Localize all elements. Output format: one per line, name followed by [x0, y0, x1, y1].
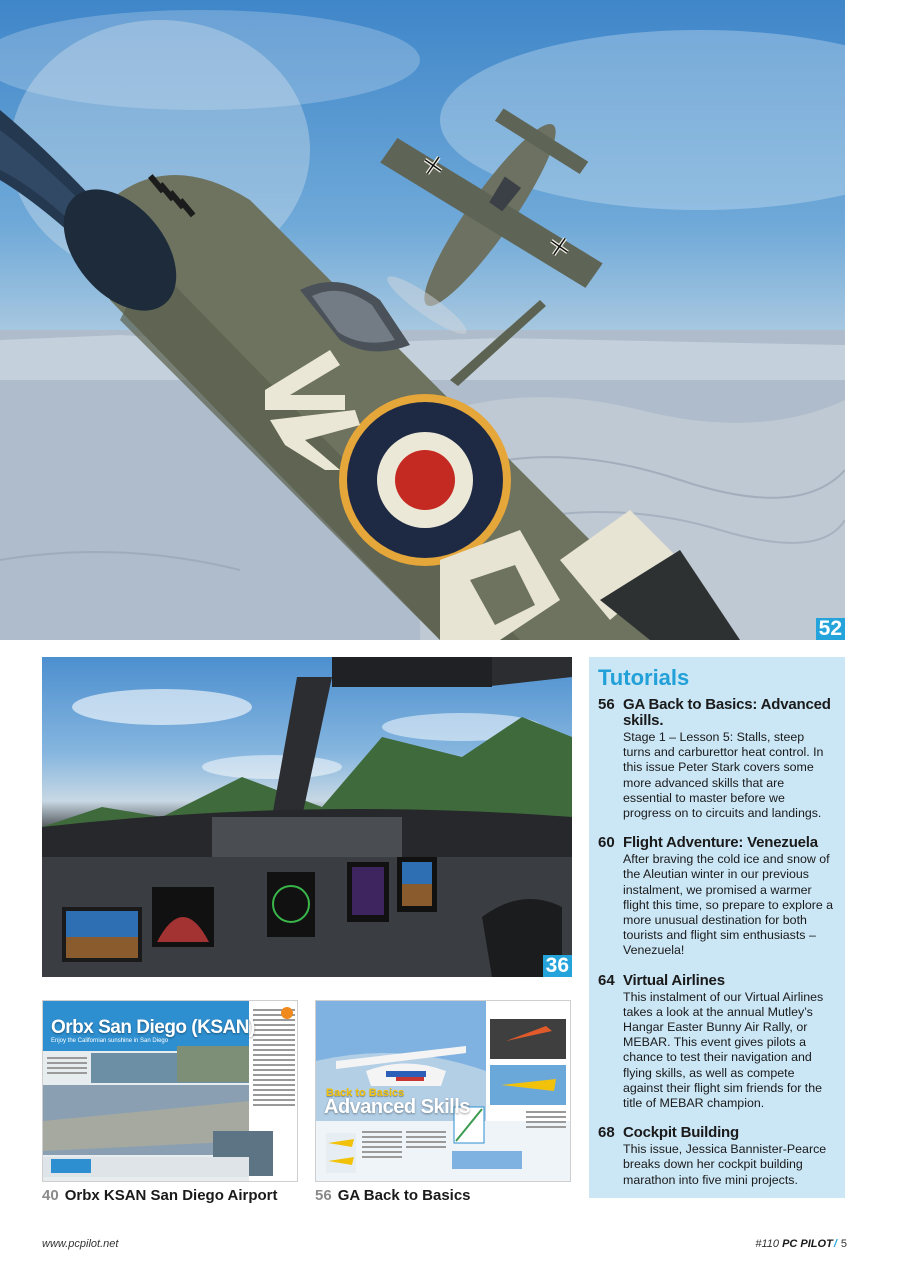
tutorial-title: Virtual Airlines [623, 971, 725, 989]
caption-page-number: 40 [42, 1187, 59, 1204]
tutorial-entry[interactable] [598, 697, 835, 821]
tutorial-description: Stage 1 – Lesson 5: Stalls, steep turns and carburettor heat control. In this issue Peter Stark covers some more advanced skills that are essential to master before we progress on to circuits and landings. [623, 730, 824, 821]
page-number: 5 [840, 1238, 847, 1250]
tutorial-description: After braving the cold ice and snow of the Aleutian winter in our previous instalment, we promised a warmer flight this time, so prepare to explore a more unusual destination for both tourists and flight sim enthusiasts – Venezuela! [623, 852, 834, 958]
tutorial-description: This instalment of our Virtual Airlines takes a look at the annual Mutley’s Hangar Easter Bunny Air Rally, or MEBAR. This event gives pilots a chance to test their navigation and flying skills, as well as compete against their flight sim friends for the title of MEBAR champion. [623, 989, 824, 1111]
tutorial-page-number: 56 [598, 696, 615, 713]
tutorial-title: GA Back to Basics: Advanced skills. [623, 696, 831, 729]
cockpit-image [42, 657, 572, 977]
tutorial-page-number: 68 [598, 1124, 615, 1142]
spread-subtitle: Enjoy the Californian sunshine in San Diego [51, 1038, 169, 1044]
folio-slash: / [833, 1238, 837, 1250]
caption-title: GA Back to Basics [337, 1187, 471, 1204]
tutorial-page-number: 64 [598, 971, 615, 989]
tutorial-description: This issue, Jessica Bannister-Pearce breaks down her cockpit building marathon into five mini projects. [623, 1142, 827, 1187]
footer-url[interactable]: www.pcpilot.net [42, 1238, 119, 1250]
tutorial-title: Cockpit Building [623, 1124, 739, 1142]
caption-title: Orbx KSAN San Diego Airport [64, 1187, 278, 1204]
feature-thumbnail-ga-basics[interactable] [315, 1000, 571, 1182]
tutorial-entry[interactable] [598, 973, 835, 1112]
magazine-brand: PC PILOT [782, 1238, 833, 1250]
spread-title: Orbx San Diego (KSAN) [51, 1017, 255, 1038]
tutorials-panel [589, 657, 845, 1198]
feature-caption-ga-basics[interactable] [315, 1187, 471, 1204]
spread-title: Advanced Skills [324, 1096, 470, 1118]
tutorial-page-number: 60 [598, 834, 615, 852]
caption-page-number: 56 [315, 1187, 332, 1204]
feature-caption-ksan[interactable] [42, 1187, 278, 1204]
tutorial-entry[interactable] [598, 835, 835, 958]
spitfire-illustration [0, 0, 845, 640]
hero-image [0, 0, 845, 640]
issue-number: #110 [755, 1238, 780, 1250]
cockpit-illustration [42, 657, 572, 977]
tutorials-heading: Tutorials [598, 665, 690, 690]
spread-kicker: Back to Basics [326, 1087, 405, 1099]
page-ref-badge[interactable]: 36 [543, 955, 572, 977]
feature-thumbnail-ksan[interactable] [42, 1000, 298, 1182]
page-ref-badge[interactable]: 52 [816, 618, 845, 640]
tutorial-entry[interactable] [598, 1125, 835, 1188]
tutorial-title: Flight Adventure: Venezuela [623, 834, 818, 852]
footer-folio [755, 1238, 847, 1250]
